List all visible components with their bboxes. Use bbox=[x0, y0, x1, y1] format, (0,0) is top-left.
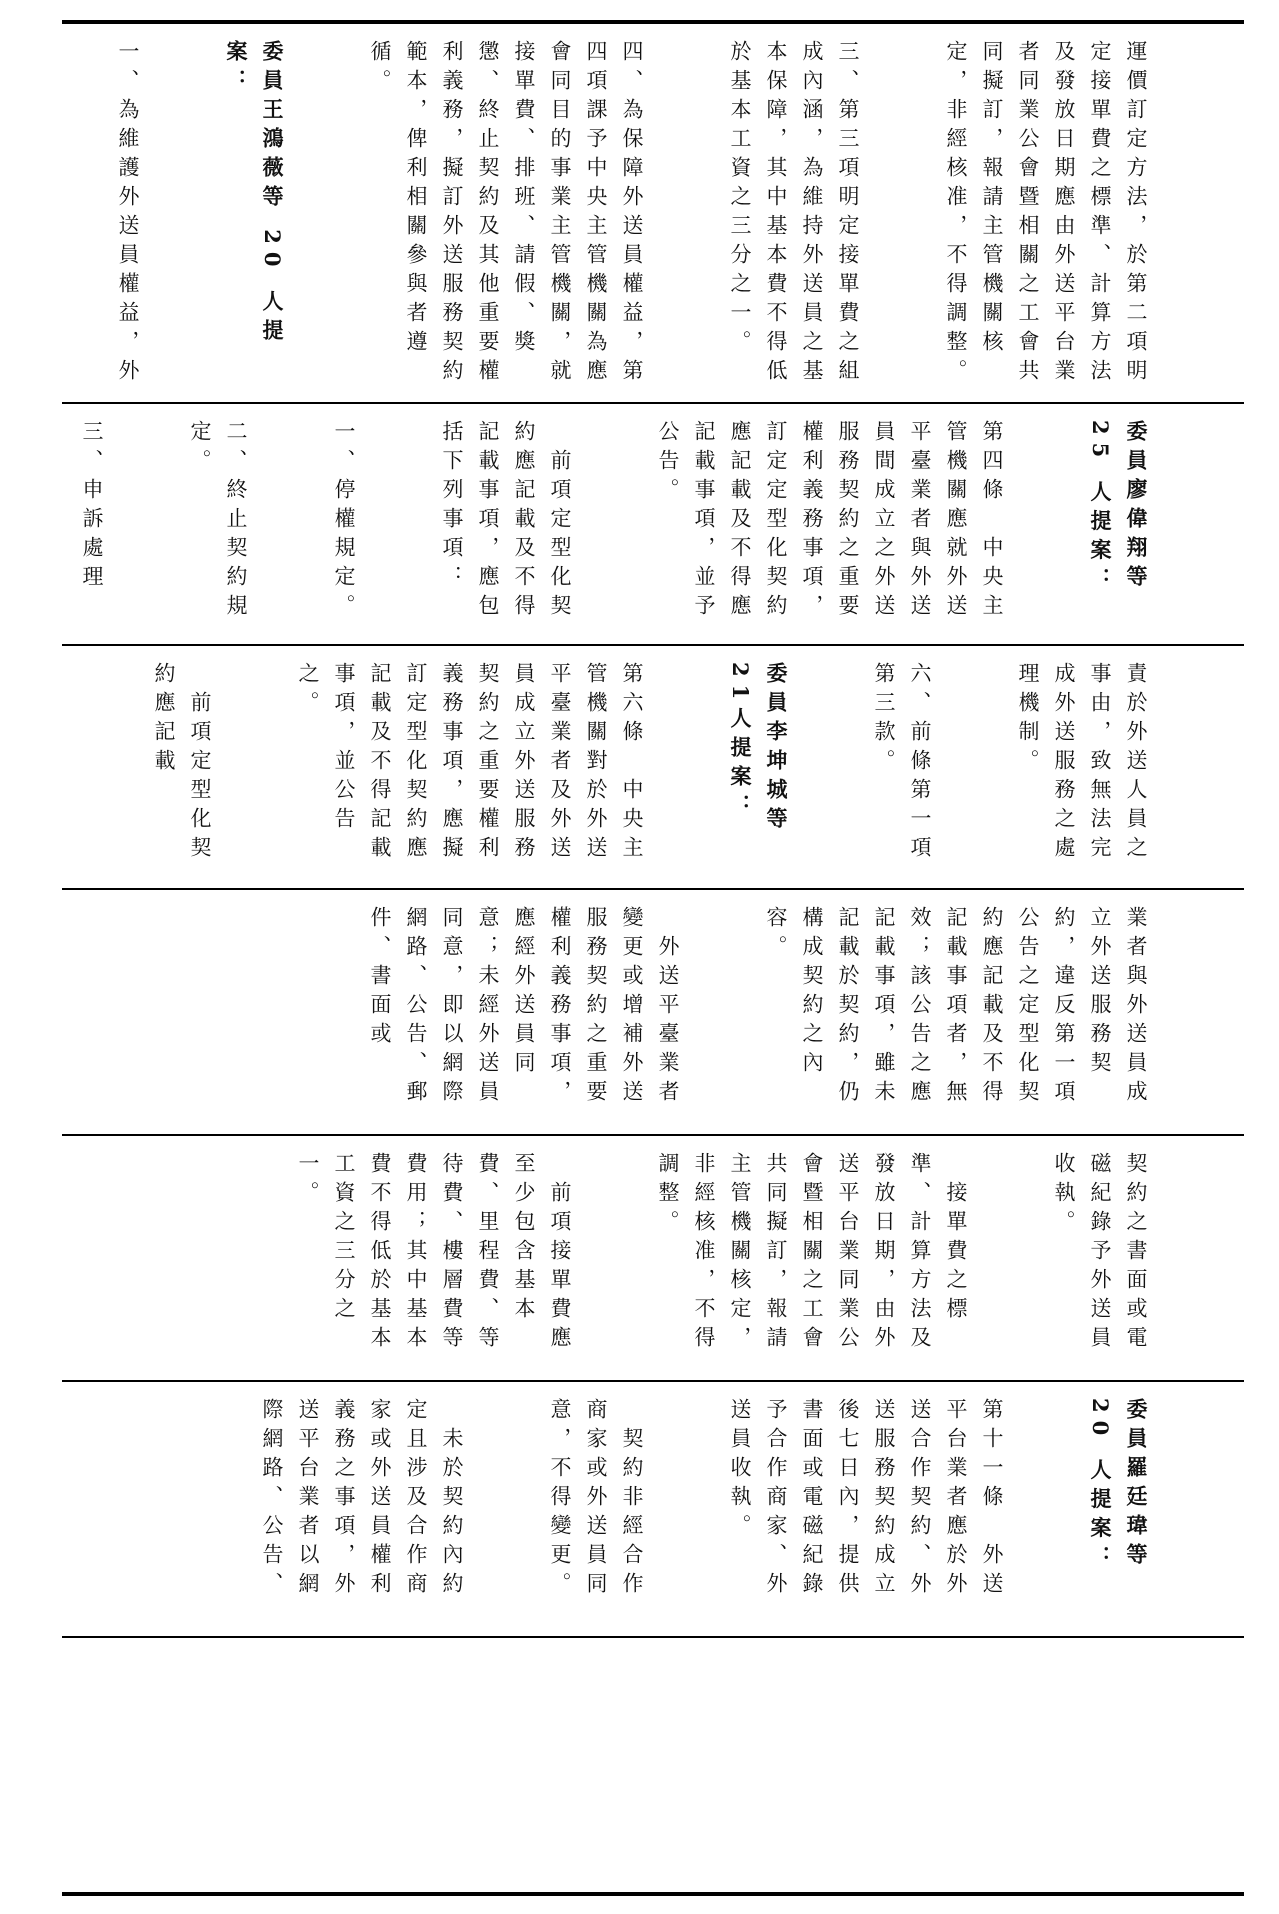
paragraph: 一、為維護外送員權益，外 bbox=[116, 40, 140, 388]
text-band-2 bbox=[62, 404, 1244, 646]
paragraph: 前項定型化契約應記載 bbox=[152, 662, 212, 865]
paragraph: 六、前條第一項第三款。 bbox=[872, 662, 932, 865]
bottom-rule bbox=[62, 1892, 1244, 1896]
paragraph: 接單費之標準、計算方法及發放日期，由外送平台業同業公會暨相關之工會共同擬訂，報請主管機關核定，非經核准，不得調整。 bbox=[656, 1152, 968, 1355]
paragraph: 三、申訴處理 bbox=[80, 420, 104, 594]
paragraph: 外送平臺業者變更或增補外送服務契約之重要權利義務事項，應經外送員同意；未經外送員同意，即以網際網路、公告、郵件、書面或 bbox=[368, 906, 680, 1109]
empty-band bbox=[62, 1638, 1244, 1892]
paragraph: 三、第三項明定接單費之組成內涵，為維持外送員之基本保障，其中基本費不得低於基本工資之三分之一。 bbox=[728, 40, 860, 388]
paragraph: 第六條 中央主管機關對於外送平臺業者及外送員成立外送服務契約之重要權利義務事項，應擬訂定型化契約應記載及不得記載事項，並公告之。 bbox=[296, 662, 644, 865]
paragraph: 二、終止契約規定。 bbox=[188, 420, 248, 623]
paragraph: 前項接單費應至少包含基本費、里程費、等待費、樓層費等費用；其中基本費不得低於基本工資之三分之一。 bbox=[296, 1152, 572, 1355]
paragraph: 前項定型化契約應記載及不得記載事項，應包括下列事項： bbox=[440, 420, 572, 623]
paragraph: 第十一條 外送平台業者應於外送合作契約、外送服務契約成立後七日內，提供書面或電磁紀錄予合作商家、外送員收執。 bbox=[728, 1398, 1004, 1601]
paragraph: 責於外送人員之事由，致無法完成外送服務之處理機制。 bbox=[1016, 662, 1148, 865]
text-band-1 bbox=[62, 24, 1244, 404]
vertical-text-block bbox=[72, 420, 1226, 634]
proposal-heading: 委員羅廷瑋等 20 人提案： bbox=[1088, 1398, 1149, 1588]
text-band-3 bbox=[62, 646, 1244, 890]
vertical-text-block bbox=[72, 1152, 1226, 1370]
vertical-text-block bbox=[72, 906, 1226, 1124]
paragraph: 契約非經合作商家或外送員同意，不得變更。 bbox=[548, 1398, 644, 1601]
text-band-6 bbox=[62, 1382, 1244, 1638]
paragraph: 第四條 中央主管機關應就外送平臺業者與外送員間成立之外送服務契約之重要權利義務事項，訂定定型化契約應記載及不得應記載事項，並予公告。 bbox=[656, 420, 1004, 623]
paragraph: 運價訂定方法，於第二項明定接單費之標準、計算方法及發放日期應由外送平台業者同業公會暨相關之工會共同擬訂，報請主管機關核定，非經核准，不得調整。 bbox=[944, 40, 1148, 388]
paragraph: 未於契約內約定且涉及合作商家或外送員權利義務之事項，外送平台業者以網際網路、公告、 bbox=[260, 1398, 464, 1601]
paragraph: 四、為保障外送員權益，第四項課予中央主管機關為應會同目的事業主管機關，就接單費、排班、請假、獎懲、終止契約及其他重要權利義務，擬訂外送服務契約範本，俾利相關參與者遵循。 bbox=[368, 40, 644, 388]
paragraph: 契約之書面或電磁紀錄予外送員收執。 bbox=[1052, 1152, 1148, 1355]
text-band-5 bbox=[62, 1136, 1244, 1382]
proposal-heading: 委員廖偉翔等 25 人提案： bbox=[1088, 420, 1149, 610]
proposal-heading: 委員李坤城等21人提案： bbox=[728, 662, 789, 836]
paragraph: 一、停權規定。 bbox=[332, 420, 356, 623]
proposal-heading: 委員王鴻薇等 20 人提案： bbox=[224, 40, 285, 348]
vertical-text-block bbox=[72, 1398, 1226, 1626]
vertical-text-block bbox=[72, 40, 1226, 392]
text-band-4 bbox=[62, 890, 1244, 1136]
paragraph: 業者與外送員成立外送服務契約，違反第一項公告之定型化契約應記載及不得記載事項者，無效；該公告之應記載事項，雖未記載於契約，仍構成契約之內容。 bbox=[764, 906, 1148, 1109]
vertical-text-block bbox=[72, 662, 1226, 878]
